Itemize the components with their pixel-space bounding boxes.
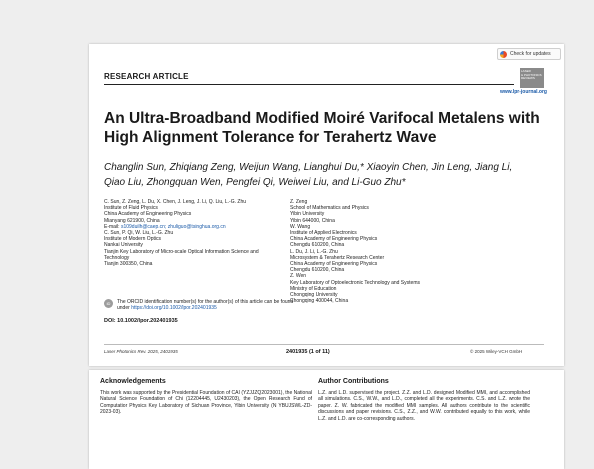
affiliation-line: Chengdu 610200, China: [290, 242, 345, 249]
affiliation-line: Chengdu 610200, China: [290, 267, 345, 274]
check-updates-button[interactable]: [497, 48, 561, 60]
logo-line: LASER: [521, 69, 531, 73]
affiliation-line: Technology: [104, 254, 130, 261]
affiliation-line: C. Sun, P. Qi, W. Liu, L.-G. Zhu: [104, 230, 174, 237]
affiliation-line: Key Laboratory of Optoelectronic Technology and Systems: [290, 279, 420, 286]
orcid-link[interactable]: https://doi.org/10.1002/lpor.202401935: [131, 305, 217, 311]
acknowledgements-body: This work was supported by the Presidential Foundation of CAI (YZJJZQ2023001), the National Natural Science Foundation of Chi (12204445, U2430203), the Open Research Fund of Computatior Physics Key Laboratory of Sichuan Province, Yibin University (N YBUJSWL-ZD-2023-03).: [100, 390, 312, 416]
affiliation-line: Yibin University: [290, 211, 325, 218]
orcid-text-wrap: [117, 299, 304, 311]
logo-line: & PHOTONICS: [521, 72, 542, 77]
footer-citation: Laser Photonics Rev. 2025, 2401935: [104, 349, 178, 354]
affiliations-right: [290, 199, 490, 304]
paper-title: An Ultra-Broadband Modified Moiré Varifocal Metalens with High Alignment Tolerance for Terahertz Wave: [104, 110, 540, 146]
logo-line: REVIEWS: [521, 76, 535, 80]
affiliation-line: L. Du, J. Li, L.-G. Zhu: [290, 248, 338, 255]
affiliation-line: W. Wang: [290, 223, 311, 230]
affiliation-line: Chongqing University: [290, 292, 338, 299]
affiliation-line: Nankai University: [104, 242, 143, 249]
affiliation-line: China Academy of Engineering Physics: [104, 211, 192, 218]
header-rule: [104, 84, 514, 85]
affiliation-line: Microsystem & Terahertz Research Center: [290, 254, 385, 261]
section-label: RESEARCH ARTICLE: [104, 72, 189, 81]
journal-logo: [520, 68, 544, 88]
affiliation-line: Institute of Applied Electronics: [290, 230, 357, 237]
author-contributions-heading: Author Contributions: [318, 378, 389, 385]
check-updates-label: Check for updates: [510, 51, 551, 57]
footer-copyright: © 2025 Wiley-VCH GmbH: [470, 349, 523, 354]
affiliation-line: China Academy of Engineering Physics: [290, 261, 378, 268]
affiliation-line: C. Sun, Z. Zeng, L. Du, X. Chen, J. Leng, J. Li, Q. Liu, L.-G. Zhu: [104, 199, 247, 205]
affiliation-line: Institute of Modern Optics: [104, 236, 161, 243]
affiliation-line: Z. Zeng: [290, 199, 308, 205]
author-contributions-body: L.Z. and L.D. supervised the project. Z.Z. and L.D. designed Modified MMI, and accomplished all simulations. C.S., W.W., and L.D., completed all the experiments. C.S. and L.Z. wrote the paper. Z. W. fabricated the modified MMI samples. All authors contribute to the scientific discussions and paper revisions. C.S., Z.Z., and W.W. contributed equally to this work, while L.Z. and L.D. are co-corresponding authors.: [318, 390, 530, 422]
affiliation-line: China Academy of Engineering Physics: [290, 236, 378, 243]
orcid-notice: [104, 299, 304, 311]
orcid-text: The ORCID identification number(s) for the author(s) of this article can be found under: [117, 299, 294, 311]
affiliation-line: Mianyang 621900, China: [104, 217, 160, 224]
doi-line: DOI: 10.1002/lpor.202401935: [104, 318, 178, 324]
affiliation-line: Chongqing 400044, China: [290, 298, 349, 305]
affiliation-line: School of Mathematics and Physics: [290, 205, 369, 212]
footer-rule: [104, 344, 544, 345]
affiliation-line: Tianjin 300350, China: [104, 261, 153, 268]
crossmark-icon: [500, 51, 507, 58]
affiliation-line: Yibin 644000, China: [290, 217, 335, 224]
affiliation-line: Ministry of Education: [290, 285, 337, 292]
orcid-icon: iD: [104, 299, 113, 308]
email-label: E-mail:: [104, 223, 120, 230]
email-link[interactable]: s109duilh@caep.cn; zhuliguo@tsinghua.org.cn: [120, 223, 226, 230]
affiliations-left: [104, 199, 294, 267]
affiliation-line: Tianjin Key Laboratory of Micro-scale Optical Information Science and: [104, 248, 259, 255]
journal-url-link[interactable]: www.lpr-journal.org: [499, 89, 547, 95]
acknowledgements-heading: Acknowledgements: [100, 378, 166, 385]
affiliation-line: Institute of Fluid Physics: [104, 205, 158, 212]
footer-page-number: 2401935 (1 of 11): [286, 349, 330, 355]
affiliation-line: Z. Wen: [290, 273, 307, 280]
author-list: Changlin Sun, Zhiqiang Zeng, Weijun Wang, Lianghui Du,* Xiaoyin Chen, Jin Leng, Jiang Li, Qiao Liu, Zhongquan Wen, Pengfei Qi, Weiwei Liu, and Li-Guo Zhu*: [104, 162, 513, 188]
